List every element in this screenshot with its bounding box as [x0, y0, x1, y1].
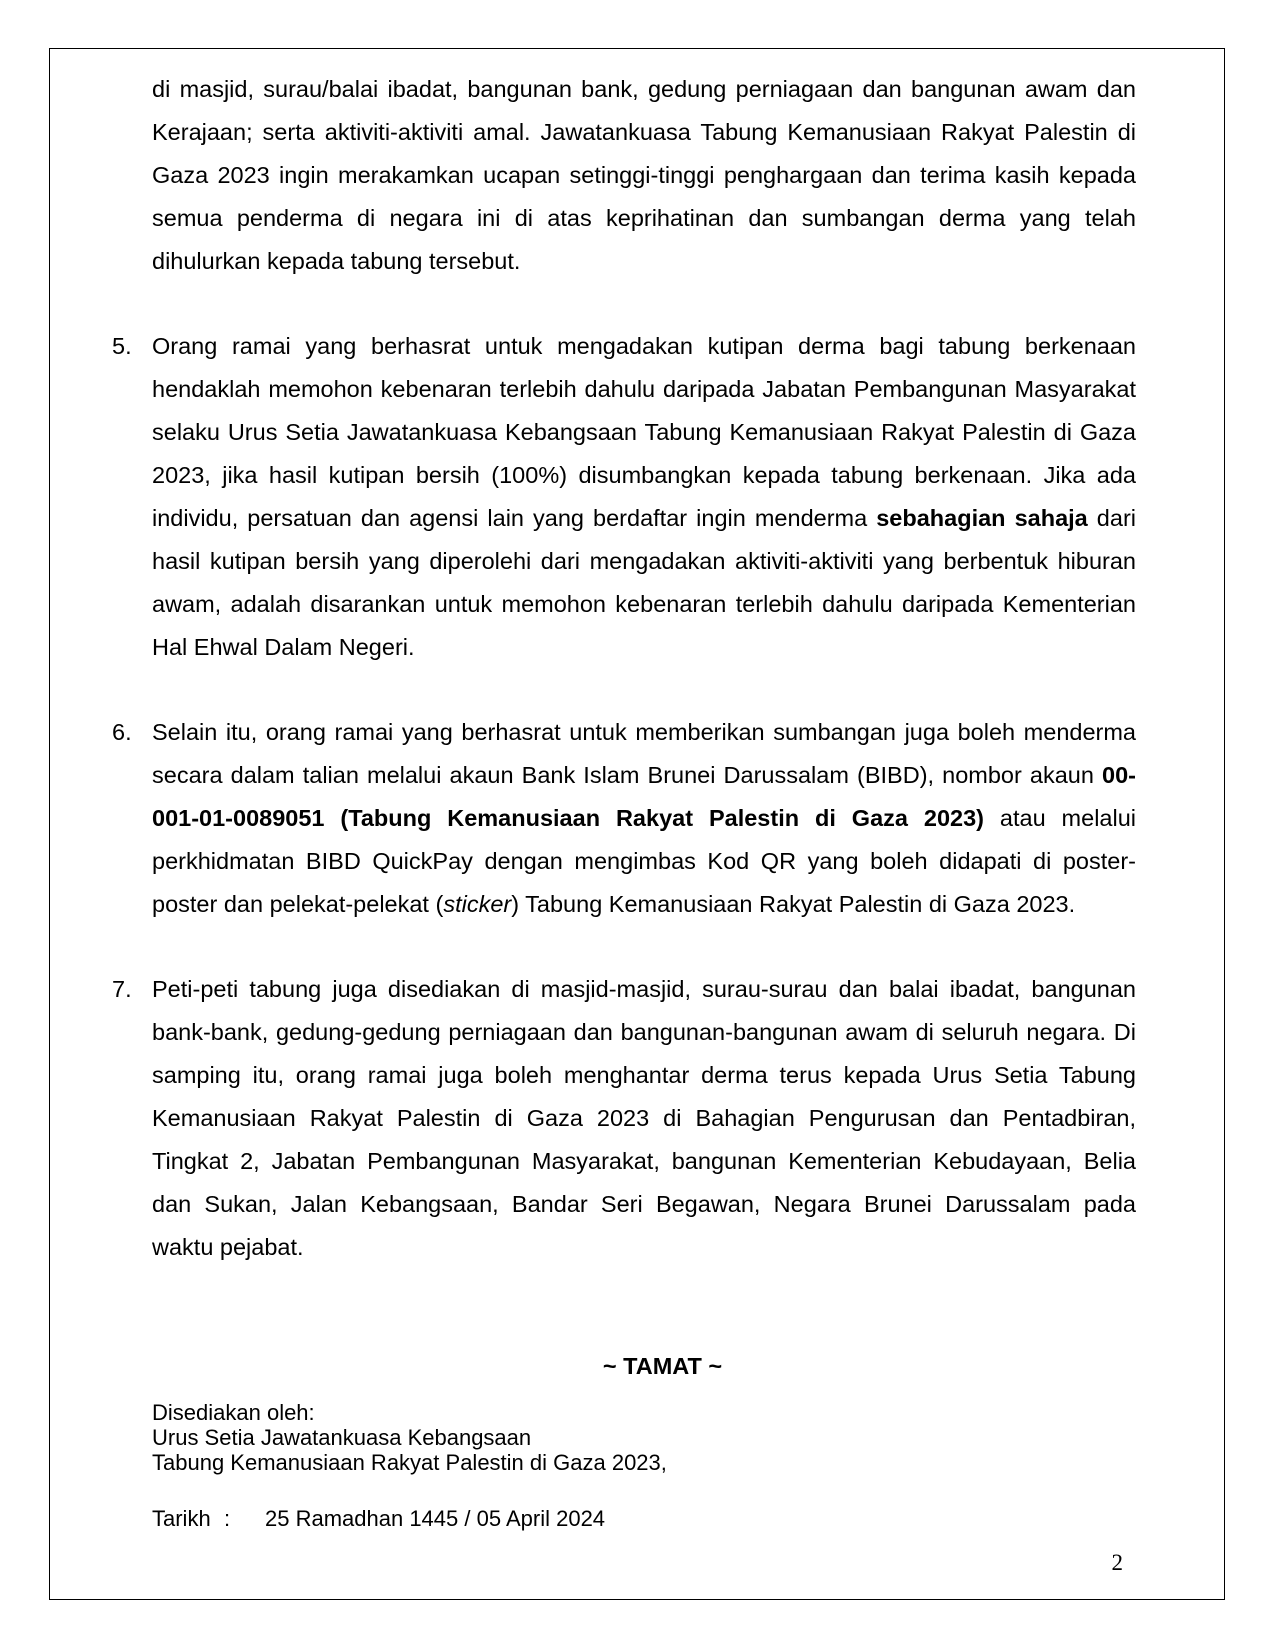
date-value: 25 Ramadhan 1445 / 05 April 2024 — [265, 1506, 606, 1531]
item-number: 5. — [112, 333, 132, 359]
account-number: 00-001-01-0089051 (Tabung Kemanusiaan Rakyat Palestin di Gaza 2023) — [152, 762, 1136, 831]
item-text: atau melalui perkhidmatan BIBD QuickPay dengan mengimbas Kod QR yang boleh didapati di poster-poster dan pelekat-pelekat ( — [152, 805, 1136, 917]
item-text: ) Tabung Kemanusiaan Rakyat Palestin di Gaza 2023. — [511, 891, 1076, 917]
prepared-by-line-2: Tabung Kemanusiaan Rakyat Palestin di Gaza 2023, — [152, 1450, 667, 1475]
date-row — [152, 1506, 605, 1531]
italic-text: sticker — [443, 891, 512, 917]
continuation-paragraph: di masjid, surau/balai ibadat, bangunan bank, gedung perniagaan dan bangunan awam dan Kerajaan; serta aktiviti-aktiviti amal. Jawatankuasa Tabung Kemanusiaan Rakyat Palestin di Gaza 2023 ingin merakamkan ucapan setinggi-tinggi penghargaan dan terima kasih kepada semua penderma di negara ini di atas keprihatinan dan sumbangan derma yang telah dihulurkan kepada tabung tersebut. — [152, 76, 1136, 274]
item-text: Selain itu, orang ramai yang berhasrat untuk memberikan sumbangan juga boleh menderma secara dalam talian melalui akaun Bank Islam Brunei Darussalam (BIBD), nombor akaun — [152, 719, 1136, 788]
item-text: dari hasil kutipan bersih yang diperolehi dari mengadakan aktiviti-aktiviti yang berbentuk hiburan awam, adalah disarankan untuk memohon kebenaran terlebih dahulu daripada Kementerian Hal Ehwal Dalam Negeri. — [152, 505, 1136, 660]
closing-mark: ~ TAMAT ~ — [602, 1353, 723, 1379]
prepared-by-label: Disediakan oleh: — [152, 1400, 315, 1425]
prepared-by-block — [152, 1400, 667, 1475]
prepared-by-line-1: Urus Setia Jawatankuasa Kebangsaan — [152, 1425, 532, 1450]
document-body — [112, 68, 1136, 1269]
item-paragraph: Peti-peti tabung juga disediakan di masjid-masjid, surau-surau dan balai ibadat, bangunan bank-bank, gedung-gedung perniagaan dan bangunan-bangunan awam di seluruh negara. Di samping itu, orang ramai juga boleh menghantar derma terus kepada Urus Setia Tabung Kemanusiaan Rakyat Palestin di Gaza 2023 di Bahagian Pengurusan dan Pentadbiran, Tingkat 2, Jabatan Pembangunan Masyarakat, bangunan Kementerian Kebudayaan, Belia dan Sukan, Jalan Kebangsaan, Bandar Seri Begawan, Negara Brunei Darussalam pada waktu pejabat. — [152, 976, 1136, 1260]
list-item-7 — [112, 968, 1136, 1269]
item-text: Orang ramai yang berhasrat untuk mengadakan kutipan derma bagi tabung berkenaan hendaklah memohon kebenaran terlebih dahulu daripada Jabatan Pembangunan Masyarakat selaku Urus Setia Jawatankuasa Kebangsaan Tabung Kemanusiaan Rakyat Palestin di Gaza 2023, jika hasil kutipan bersih (100%) disumbangkan kepada tabung berkenaan. Jika ada individu, persatuan dan agensi lain yang berdaftar ingin menderma — [152, 333, 1136, 531]
page-number: 2 — [1111, 1550, 1123, 1575]
list-item-5 — [112, 325, 1136, 669]
item-number: 6. — [112, 719, 132, 745]
item-number: 7. — [112, 976, 132, 1002]
date-colon: : — [224, 1506, 231, 1531]
list-item-6 — [112, 711, 1136, 926]
item-paragraph — [152, 711, 1136, 926]
date-label: Tarikh — [152, 1506, 211, 1531]
item-paragraph — [152, 325, 1136, 669]
bold-text: sebahagian sahaja — [876, 505, 1088, 531]
